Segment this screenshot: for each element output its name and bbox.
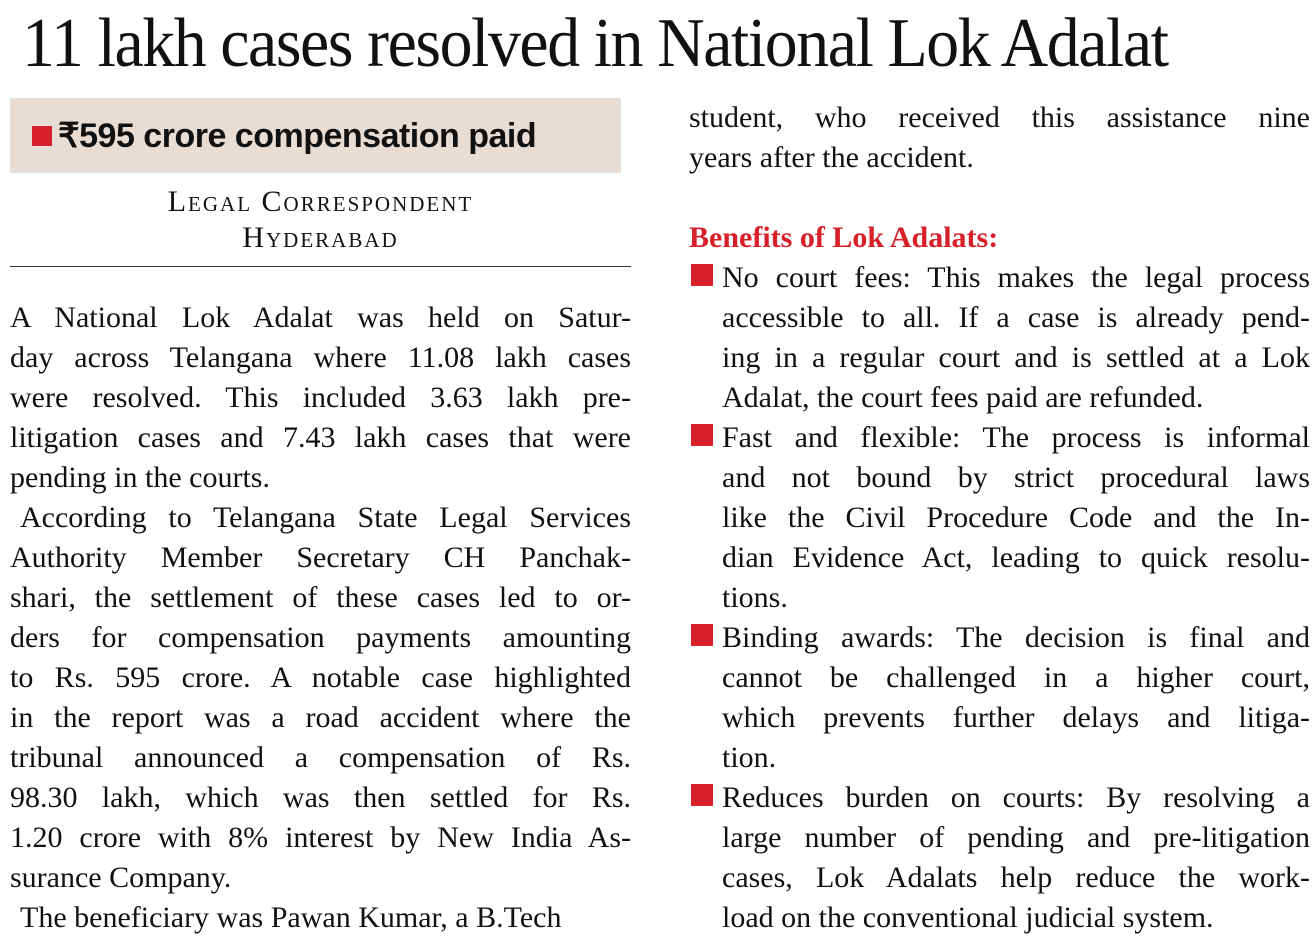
text-line: 1.20 crore with 8% interest by New India As-	[10, 821, 631, 854]
text-line: According to Telangana State Legal Services	[20, 501, 631, 534]
red-square-bullet-icon	[691, 624, 713, 646]
article-column-right	[689, 98, 1310, 938]
text-line: pending in the courts.	[10, 461, 270, 494]
text-line: surance Company.	[10, 861, 232, 894]
benefit-item	[689, 258, 1310, 418]
benefits-heading: Benefits of Lok Adalats:	[689, 221, 999, 254]
benefit-item	[689, 618, 1310, 778]
text-line: A National Lok Adalat was held on Satur-	[10, 301, 631, 334]
text-line: cases, Lok Adalats help reduce the work-	[722, 861, 1310, 894]
benefit-item	[689, 778, 1310, 938]
text-line: 98.30 lakh, which was then settled for Rs.	[10, 781, 631, 814]
byline	[10, 184, 631, 256]
byline-author: Legal Correspondent	[167, 185, 474, 218]
text-line: litigation cases and 7.43 lakh cases that were	[10, 421, 631, 454]
byline-location: Hyderabad	[242, 221, 399, 254]
article-column-left	[10, 298, 631, 938]
text-line: ing in a regular court and is settled at a Lok	[722, 341, 1310, 374]
byline-divider	[10, 266, 631, 267]
text-line: were resolved. This included 3.63 lakh pre-	[10, 381, 631, 414]
paragraph	[10, 898, 631, 938]
paragraph	[10, 298, 631, 498]
paragraph	[10, 498, 631, 898]
text-line: which prevents further delays and litiga-	[722, 701, 1310, 734]
kicker-text: ₹595 crore compensation paid	[58, 116, 537, 155]
kicker-box	[10, 98, 621, 173]
text-line: in the report was a road accident where the	[10, 701, 631, 734]
text-line: ders for compensation payments amounting	[10, 621, 631, 654]
red-square-bullet-icon	[691, 264, 713, 286]
text-line: large number of pending and pre-litigation	[722, 821, 1310, 854]
text-line: and not bound by strict procedural laws	[722, 461, 1310, 494]
text-line: The beneficiary was Pawan Kumar, a B.Tech	[20, 901, 562, 934]
text-line: tion.	[722, 741, 777, 774]
text-line: like the Civil Procedure Code and the In-	[722, 501, 1310, 534]
text-line: Adalat, the court fees paid are refunded.	[722, 381, 1204, 414]
text-line: Authority Member Secretary CH Panchak-	[10, 541, 631, 574]
text-line: years after the accident.	[689, 141, 974, 174]
text-line: No court fees: This makes the legal process	[722, 261, 1310, 294]
text-line: tions.	[722, 581, 788, 614]
text-line: day across Telangana where 11.08 lakh cases	[10, 341, 631, 374]
benefit-item	[689, 418, 1310, 618]
headline: 11 lakh cases resolved in National Lok Adalat	[22, 5, 1168, 82]
text-line: dian Evidence Act, leading to quick resolu-	[722, 541, 1310, 574]
continuation-text	[689, 98, 1310, 178]
benefits-list	[689, 258, 1310, 938]
red-square-icon	[32, 126, 52, 146]
text-line: to Rs. 595 crore. A notable case highlighted	[10, 661, 631, 694]
text-line: accessible to all. If a case is already pend-	[722, 301, 1310, 334]
text-line: Fast and flexible: The process is informal	[722, 421, 1310, 454]
text-line: student, who received this assistance nine	[689, 101, 1310, 134]
red-square-bullet-icon	[691, 784, 713, 806]
red-square-bullet-icon	[691, 424, 713, 446]
text-line: cannot be challenged in a higher court,	[722, 661, 1310, 694]
text-line: load on the conventional judicial system.	[722, 901, 1214, 934]
text-line: shari, the settlement of these cases led to or-	[10, 581, 631, 614]
text-line: Reduces burden on courts: By resolving a	[722, 781, 1310, 814]
text-line: Binding awards: The decision is final and	[722, 621, 1310, 654]
text-line: tribunal announced a compensation of Rs.	[10, 741, 631, 774]
